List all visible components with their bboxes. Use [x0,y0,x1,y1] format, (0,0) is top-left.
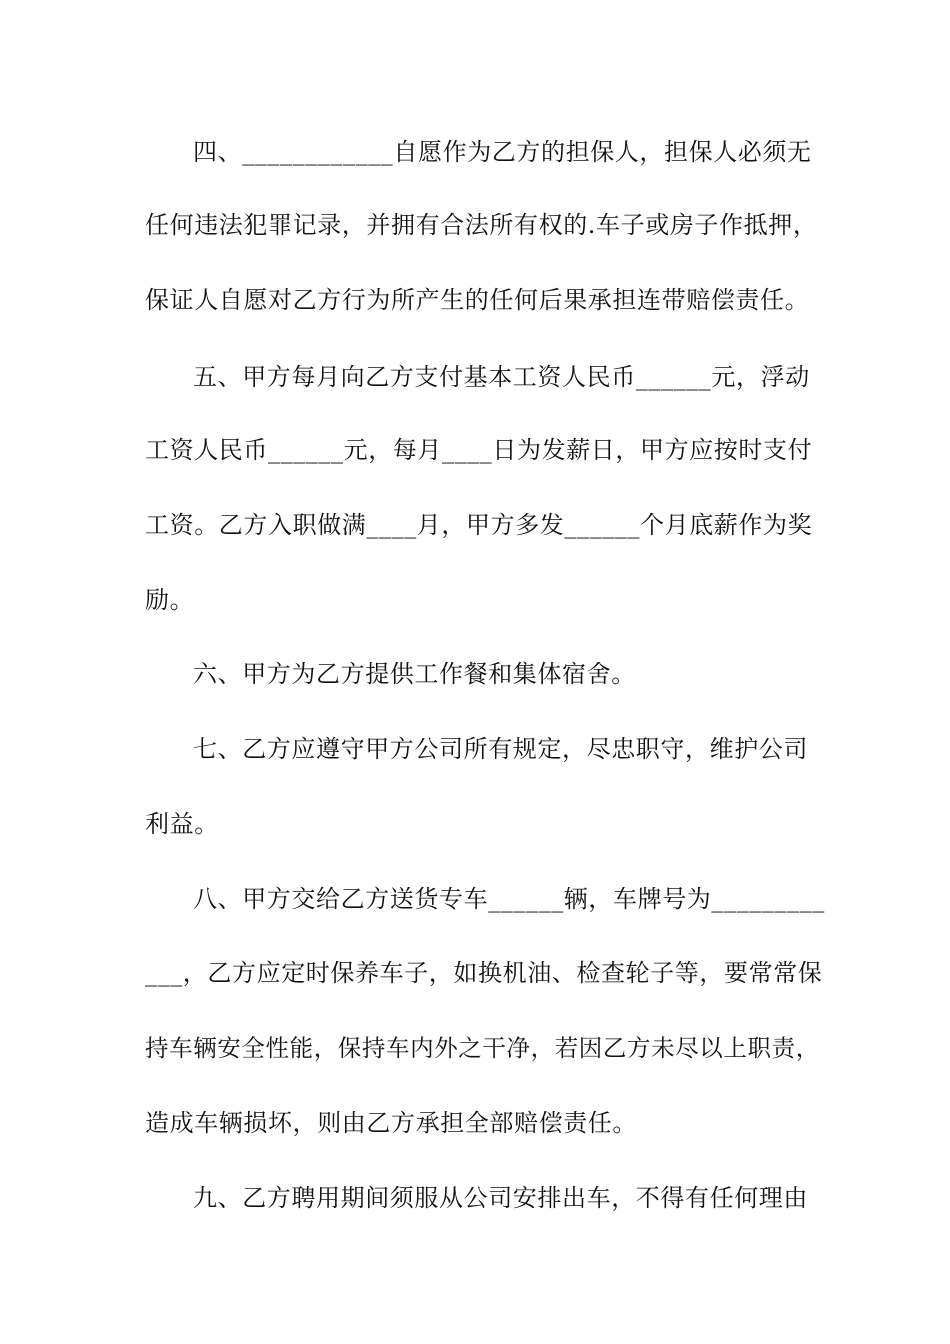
text-line-clause-7: 七、乙方应遵守甲方公司所有规定，尽忠职守，维护公司 [193,735,808,763]
text-line: 励。 [145,586,195,614]
text-line-clause-8: 八、甲方交给乙方送货专车______辆，车牌号为_________ [193,885,825,913]
text-line: 保证人自愿对乙方行为所产生的任何后果承担连带赔偿责任。 [145,286,810,314]
text-line: 利益。 [145,810,219,838]
text-line: 持车辆安全性能，保持车内外之干净，若因乙方未尽以上职责， [145,1034,820,1062]
text-line: 工资。乙方入职做满____月，甲方多发______个月底薪作为奖 [145,511,813,539]
text-line-clause-6: 六、甲方为乙方提供工作餐和集体宿舍。 [193,660,636,688]
text-line: 任何违法犯罪记录，并拥有合法所有权的.车子或房子作抵押， [145,211,818,239]
text-line: ___，乙方应定时保养车子，如换机油、检查轮子等，要常常保 [145,959,823,987]
text-line-clause-5: 五、甲方每月向乙方支付基本工资人民币______元，浮动 [193,363,810,391]
text-line: 造成车辆损坏，则由乙方承担全部赔偿责任。 [145,1109,637,1137]
text-line: 工资人民币______元，每月____日为发薪日，甲方应按时支付 [145,436,813,464]
text-line-clause-4: 四、____________自愿作为乙方的担保人，担保人必须无 [193,138,812,166]
text-line-clause-9: 九、乙方聘用期间须服从公司安排出车，不得有任何理由 [193,1184,808,1212]
